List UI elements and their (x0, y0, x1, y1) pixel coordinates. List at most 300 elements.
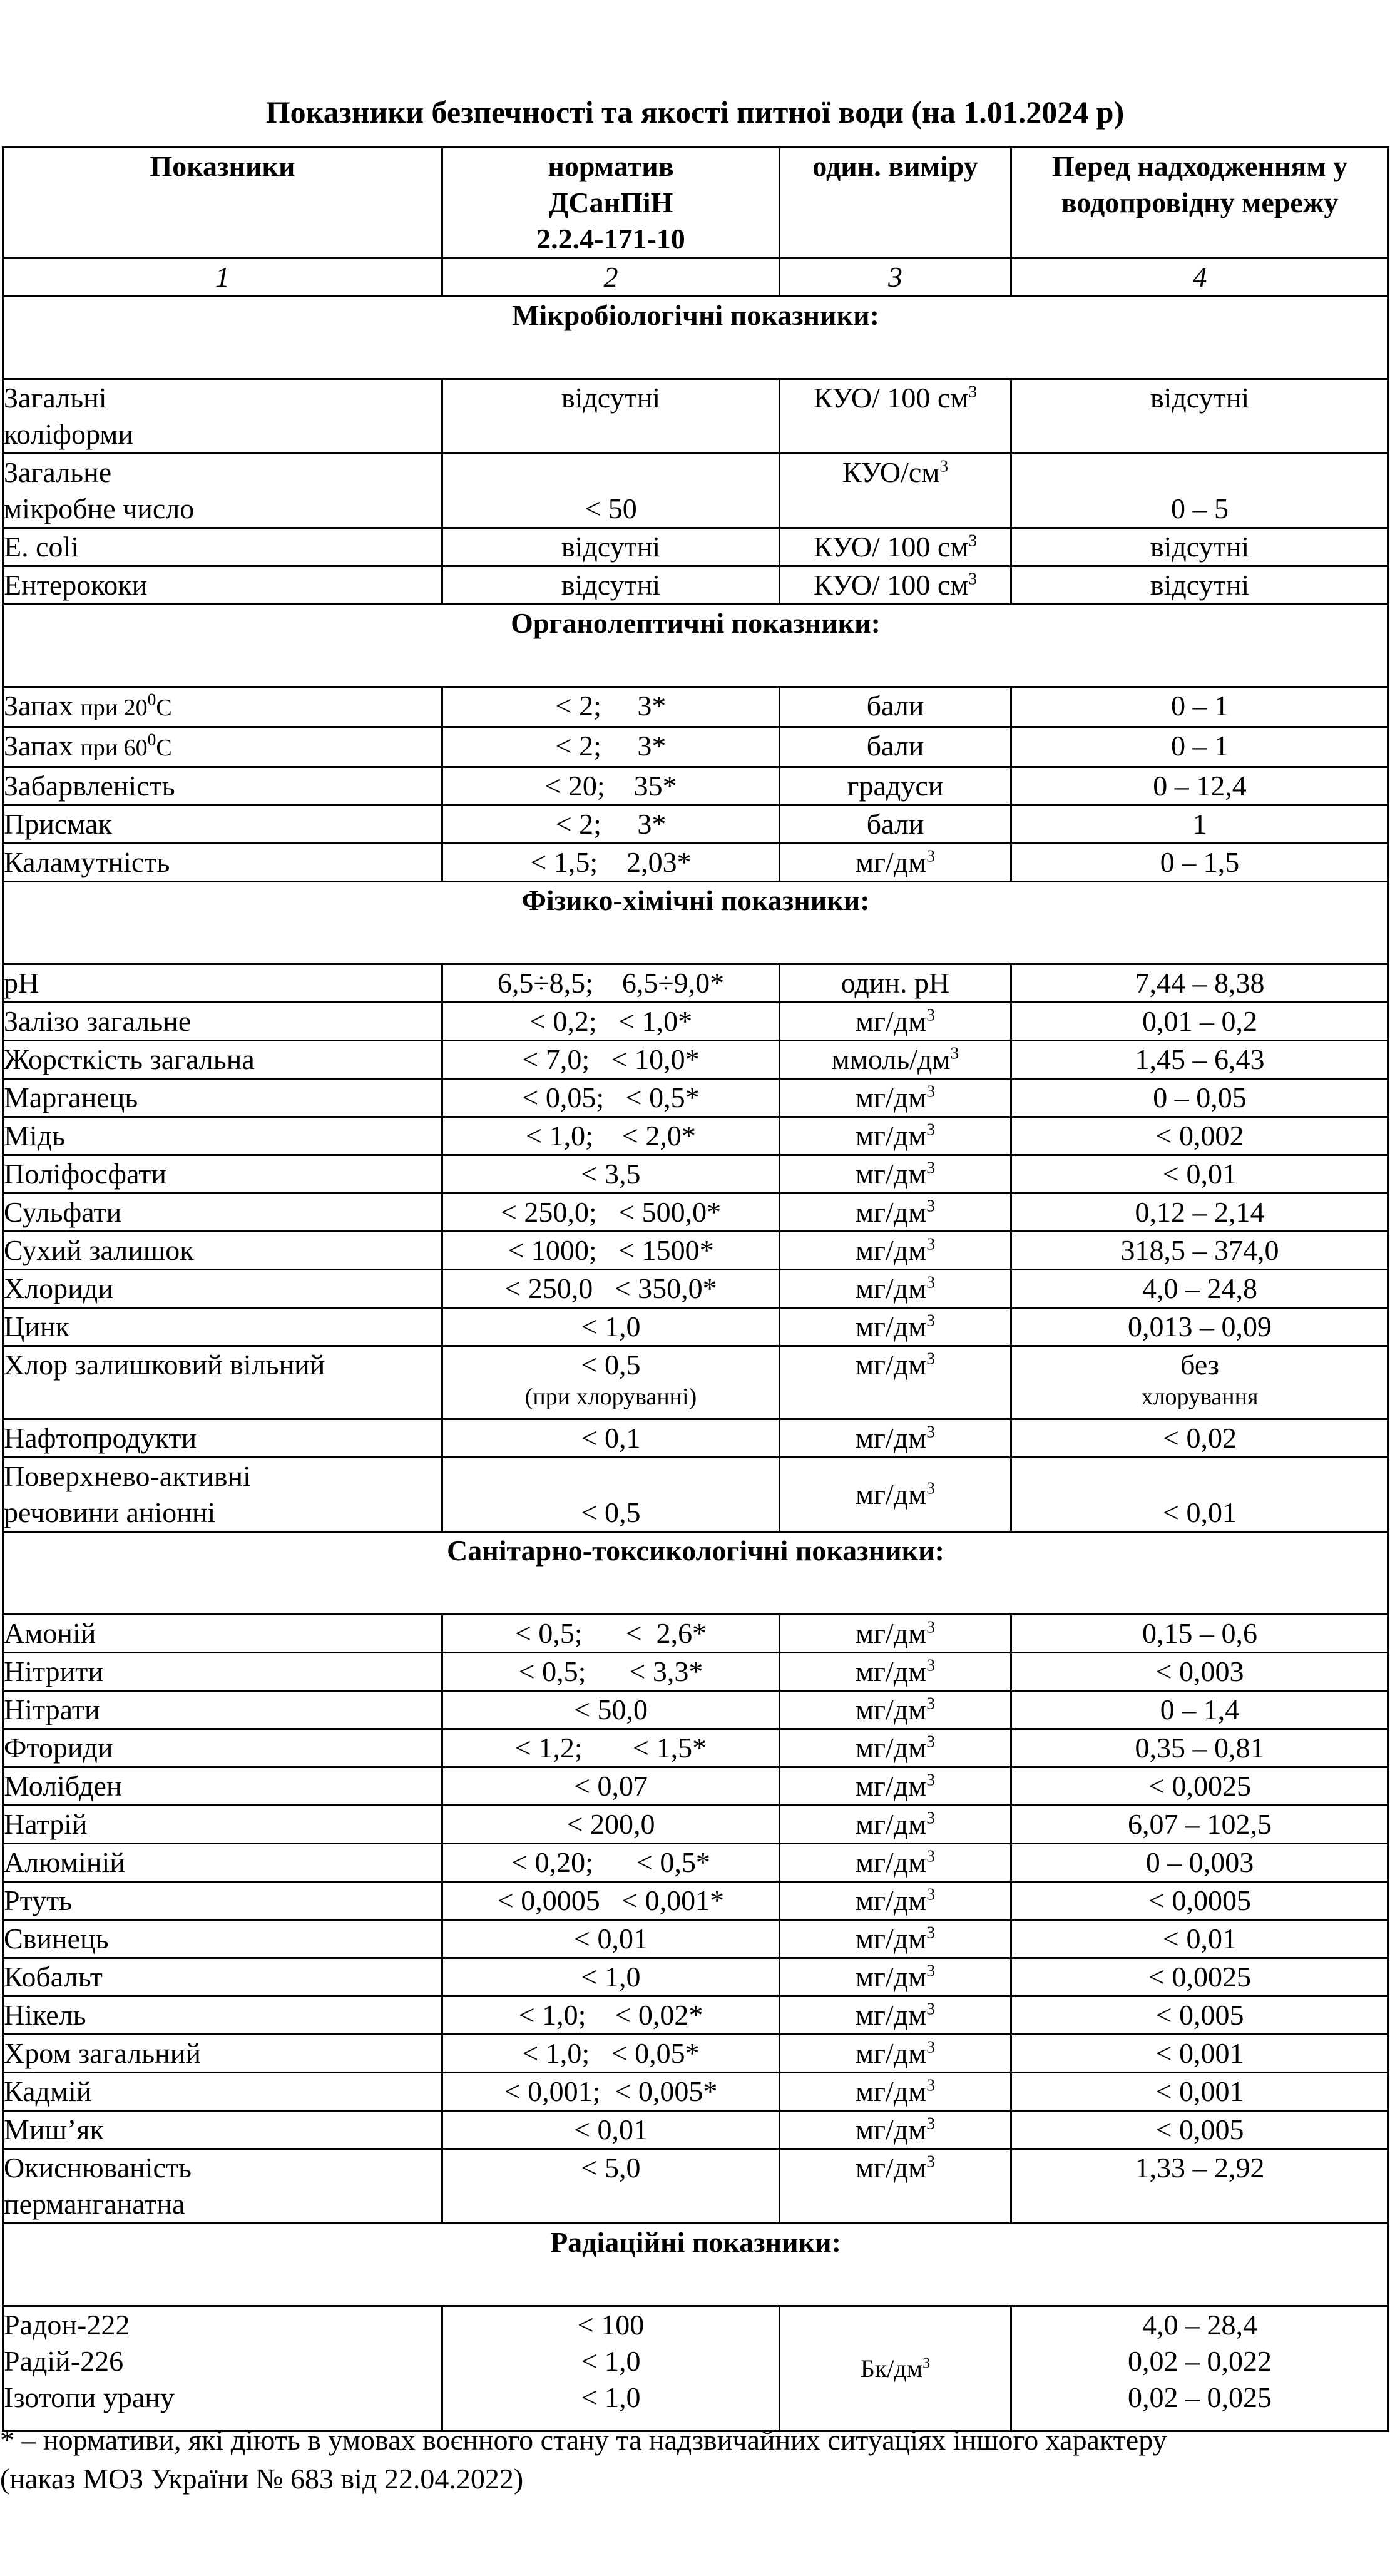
indicator-cell (3, 454, 442, 528)
indicator-cell (3, 844, 442, 882)
page-title: Показники безпечності та якості питної води (на 1.01.2024 р) (265, 95, 1125, 130)
indicator-name: Ентерококи (4, 569, 148, 601)
unit-text: мг/дм (855, 2152, 927, 2184)
column-number: 4 (1011, 258, 1389, 297)
value-cell (1011, 1920, 1389, 1958)
value-cell (1011, 767, 1389, 805)
footnote-line1: * – нормативи, які діють в умовах воєнного стану та надзвичайних ситуаціях іншого характеру (0, 2424, 1167, 2456)
unit-superscript: 3 (926, 1922, 936, 1942)
indicator-name-line2: речовини аніонні (4, 1496, 216, 1528)
norm-cell (442, 1844, 780, 1882)
value-text: 1 (1192, 808, 1207, 840)
table-row (3, 805, 1389, 844)
unit-text: мг/дм (855, 1272, 927, 1304)
indicator-cell (3, 2149, 442, 2224)
unit-cell (780, 1615, 1011, 1653)
table-row (3, 1155, 1389, 1193)
radiation-norm: < 1,0 (581, 2381, 641, 2413)
unit-superscript: 3 (926, 2151, 936, 2171)
unit-text: мг/дм (855, 1617, 927, 1649)
norm-cell (442, 1003, 780, 1041)
value-cell (1011, 727, 1389, 767)
norm-text: < 1,0; < 0,02* (518, 1999, 703, 2031)
value-text: < 0,001 (1155, 2075, 1244, 2107)
unit-superscript: 3 (926, 1310, 936, 1330)
value-text: < 0,0025 (1148, 1770, 1251, 1802)
table-row (3, 844, 1389, 882)
norm-text: < 0,0005 < 0,001* (497, 1884, 725, 1916)
column-number: 1 (3, 258, 442, 297)
indicator-name: Каламутність (4, 846, 170, 878)
norm-cell (442, 1691, 780, 1729)
value-text: < 0,001 (1155, 2037, 1244, 2069)
value-text: відсутні (1150, 531, 1250, 563)
unit-cell (780, 1653, 1011, 1691)
section-row (3, 297, 1389, 379)
table-row (3, 964, 1389, 1003)
norm-cell (442, 528, 780, 566)
norm-cell (442, 1958, 780, 1996)
indicator-qualifier: при 60 (80, 735, 148, 761)
value-text: < 0,01 (1163, 1158, 1237, 1190)
indicator-cell (3, 1155, 442, 1193)
table-row (3, 1041, 1389, 1079)
norm-cell (442, 566, 780, 605)
unit-cell (780, 844, 1011, 882)
section-title: Органолептичні показники: (3, 605, 1389, 687)
indicator-cell (3, 767, 442, 805)
value-cell (1011, 2149, 1389, 2224)
indicator-unit-letter: С (156, 695, 172, 721)
header-norm-line2: ДСанПіН (548, 187, 673, 218)
value-cell (1011, 1767, 1389, 1806)
unit-text: мг/дм (855, 1884, 927, 1916)
indicator-cell (3, 379, 442, 454)
value-cell (1011, 2111, 1389, 2149)
indicator-cell (3, 687, 442, 727)
unit-superscript: 3 (926, 1081, 936, 1101)
unit-text: КУО/ 100 см (813, 382, 969, 414)
norm-text: < 0,5; < 3,3* (518, 1655, 703, 1687)
unit-superscript: 3 (950, 1043, 959, 1063)
indicator-cell (3, 1958, 442, 1996)
indicator-name: Загальне (4, 456, 112, 488)
unit-cell (780, 687, 1011, 727)
unit-text: мг/дм (855, 1961, 927, 1993)
value-text: 0 – 12,4 (1153, 770, 1247, 802)
section-title: Фізико-хімічні показники: (3, 882, 1389, 964)
unit-cell (780, 2306, 1011, 2431)
value-text: < 0,01 (1163, 1923, 1237, 1955)
unit-cell (780, 1041, 1011, 1079)
value-text: 0 – 0,003 (1145, 1846, 1254, 1878)
unit-text: один. pH (841, 967, 950, 999)
radiation-indicator-name: Радій-226 (4, 2345, 124, 2377)
unit-cell (780, 1155, 1011, 1193)
unit-text: мг/дм (855, 1422, 927, 1454)
unit-cell (780, 727, 1011, 767)
unit-text: мг/дм (855, 2075, 927, 2107)
norm-cell (442, 1117, 780, 1155)
degree-superscript: 0 (147, 689, 156, 709)
indicator-name: Окиснюваність (4, 2152, 192, 2184)
column-number: 2 (442, 258, 780, 297)
indicator-name: Ртуть (4, 1884, 73, 1916)
unit-text: мг/дм (855, 2113, 927, 2145)
norm-text-line2: (при хлоруванні) (524, 1384, 697, 1410)
norm-text: < 2; 3* (555, 730, 667, 762)
indicator-name: Алюміній (4, 1846, 125, 1878)
indicator-cell (3, 1308, 442, 1346)
table-row (3, 1346, 1389, 1419)
indicator-name: Кобальт (4, 1961, 103, 1993)
value-text-line2: хлорування (1141, 1384, 1259, 1410)
indicator-name: Жорсткість загальна (4, 1043, 255, 1075)
value-text: 0 – 0,05 (1153, 1081, 1247, 1113)
value-text: 0,013 – 0,09 (1128, 1311, 1272, 1342)
unit-text: мг/дм (855, 1158, 927, 1190)
norm-text: < 250,0 < 350,0* (504, 1272, 717, 1304)
unit-text: КУО/ 100 см (813, 569, 969, 601)
norm-text: відсутні (561, 569, 661, 601)
indicator-name: Хлориди (4, 1272, 113, 1304)
unit-cell (780, 1193, 1011, 1232)
value-cell (1011, 687, 1389, 727)
radiation-value: 0,02 – 0,022 (1128, 2345, 1272, 2377)
unit-text: мг/дм (855, 1923, 927, 1955)
norm-cell (442, 1232, 780, 1270)
unit-cell (780, 379, 1011, 454)
unit-cell (780, 767, 1011, 805)
norm-text: < 1,0; < 2,0* (526, 1120, 696, 1152)
unit-text: КУО/см (842, 456, 940, 488)
value-text: без (1180, 1349, 1219, 1381)
unit-text: бали (866, 730, 924, 762)
unit-cell (780, 1308, 1011, 1346)
indicator-name: Натрій (4, 1808, 88, 1840)
norm-text: < 5,0 (581, 2152, 641, 2184)
unit-superscript: 3 (926, 1421, 936, 1441)
unit-text: мг/дм (855, 1120, 927, 1152)
indicator-name: Фториди (4, 1732, 113, 1764)
indicator-cell (3, 1653, 442, 1691)
norm-cell (442, 844, 780, 882)
indicator-name-line2: коліформи (4, 418, 133, 450)
radiation-norm: < 1,0 (581, 2345, 641, 2377)
value-cell (1011, 1117, 1389, 1155)
norm-cell (442, 1270, 780, 1308)
table-row (3, 1458, 1389, 1532)
unit-cell (780, 2149, 1011, 2224)
indicator-cell (3, 805, 442, 844)
unit-superscript: 3 (926, 1769, 936, 1789)
indicator-name: Забарвленість (4, 770, 175, 802)
table-row (3, 687, 1389, 727)
indicator-cell (3, 2306, 442, 2431)
unit-superscript: 3 (926, 1195, 936, 1215)
indicator-name: Цинк (4, 1311, 69, 1342)
value-text: < 0,005 (1155, 1999, 1244, 2031)
norm-cell (442, 1155, 780, 1193)
value-text: < 0,003 (1155, 1655, 1244, 1687)
table-row (3, 1806, 1389, 1844)
unit-text: мг/дм (855, 1999, 927, 2031)
table-row (3, 1419, 1389, 1458)
table-row (3, 1003, 1389, 1041)
value-cell (1011, 844, 1389, 882)
indicator-unit-letter: С (156, 735, 172, 761)
indicator-cell (3, 1041, 442, 1079)
indicator-cell (3, 1079, 442, 1117)
table-row (3, 454, 1389, 528)
table-row (3, 727, 1389, 767)
value-text: 7,44 – 8,38 (1135, 967, 1265, 999)
indicator-name: Присмак (4, 808, 112, 840)
norm-cell (442, 2073, 780, 2111)
indicator-name: Мідь (4, 1120, 66, 1152)
value-cell (1011, 2073, 1389, 2111)
norm-cell (442, 964, 780, 1003)
value-text: < 0,005 (1155, 2113, 1244, 2145)
unit-cell (780, 1844, 1011, 1882)
norm-text: < 1000; < 1500* (508, 1234, 714, 1266)
value-cell (1011, 1653, 1389, 1691)
norm-cell (442, 2111, 780, 2149)
value-cell (1011, 1419, 1389, 1458)
unit-text: бали (866, 808, 924, 840)
value-cell (1011, 1691, 1389, 1729)
indicator-name: Запах (4, 690, 73, 722)
table-row (3, 1920, 1389, 1958)
value-text: 318,5 – 374,0 (1120, 1234, 1279, 1266)
value-text: 4,0 – 24,8 (1142, 1272, 1257, 1304)
unit-superscript: 3 (926, 1846, 936, 1866)
table-row (3, 1079, 1389, 1117)
table-row-radiation (3, 2306, 1389, 2431)
indicator-cell (3, 566, 442, 605)
value-cell (1011, 1996, 1389, 2035)
column-number-row (3, 258, 1389, 297)
norm-text: < 0,01 (574, 1923, 648, 1955)
unit-cell (780, 1729, 1011, 1767)
unit-cell (780, 1806, 1011, 1844)
radiation-norm: < 100 (577, 2309, 645, 2341)
table-row (3, 1308, 1389, 1346)
indicator-cell (3, 1458, 442, 1532)
header-norm (442, 148, 780, 258)
indicator-cell (3, 2073, 442, 2111)
value-text: 0 – 1,5 (1160, 846, 1240, 878)
unit-text: мг/дм (855, 846, 927, 878)
norm-cell (442, 454, 780, 528)
unit-text: Бк/дм (860, 2354, 923, 2383)
unit-cell (780, 1003, 1011, 1041)
indicator-name: Миш’як (4, 2113, 104, 2145)
unit-cell (780, 805, 1011, 844)
value-cell (1011, 2306, 1389, 2431)
unit-superscript: 3 (926, 1693, 936, 1713)
section-row (3, 2224, 1389, 2306)
unit-superscript: 3 (926, 1478, 936, 1498)
indicator-cell (3, 1003, 442, 1041)
value-cell (1011, 1155, 1389, 1193)
norm-cell (442, 1419, 780, 1458)
value-cell (1011, 1346, 1389, 1419)
unit-text: мг/дм (855, 1732, 927, 1764)
norm-cell (442, 1308, 780, 1346)
unit-cell (780, 964, 1011, 1003)
table-row (3, 379, 1389, 454)
norm-text: < 50,0 (574, 1694, 648, 1725)
table-row (3, 1767, 1389, 1806)
indicator-cell (3, 1117, 442, 1155)
indicator-name-line2: перманганатна (4, 2188, 185, 2220)
section-title: Санітарно-токсикологічні показники: (3, 1532, 1389, 1615)
unit-superscript: 3 (926, 1998, 936, 2018)
unit-superscript: 3 (926, 1731, 936, 1751)
indicator-cell (3, 1270, 442, 1308)
norm-cell (442, 1767, 780, 1806)
unit-text: мг/дм (855, 1808, 927, 1840)
value-cell (1011, 379, 1389, 454)
unit-superscript: 3 (926, 1004, 936, 1025)
footnote (0, 2421, 1390, 2498)
unit-superscript: 3 (926, 2037, 936, 2057)
value-cell (1011, 1615, 1389, 1653)
unit-superscript: 3 (968, 530, 978, 550)
value-cell (1011, 528, 1389, 566)
indicator-name: Марганець (4, 1081, 138, 1113)
value-text: 0,15 – 0,6 (1142, 1617, 1257, 1649)
indicator-name: Хром загальний (4, 2037, 202, 2069)
table-row (3, 2149, 1389, 2224)
indicator-name: Нітрити (4, 1655, 104, 1687)
unit-superscript: 3 (939, 456, 949, 476)
section-row (3, 1532, 1389, 1615)
indicator-name: Амоній (4, 1617, 96, 1649)
norm-cell (442, 687, 780, 727)
norm-text: < 0,5; < 2,6* (514, 1617, 707, 1649)
value-text: < 0,002 (1155, 1120, 1244, 1152)
norm-cell (442, 1653, 780, 1691)
value-text: 0 – 5 (1171, 493, 1229, 524)
value-text: 6,07 – 102,5 (1128, 1808, 1272, 1840)
radiation-value: 4,0 – 28,4 (1142, 2309, 1257, 2341)
norm-cell (442, 1615, 780, 1653)
unit-text: мг/дм (855, 1694, 927, 1725)
unit-text: мг/дм (855, 2037, 927, 2069)
indicator-cell (3, 1419, 442, 1458)
norm-text: < 50 (585, 493, 637, 524)
norm-cell (442, 1346, 780, 1419)
value-cell (1011, 566, 1389, 605)
norm-text: < 1,2; < 1,5* (514, 1732, 707, 1764)
unit-text: мг/дм (855, 1478, 927, 1510)
unit-cell (780, 566, 1011, 605)
header-unit: один. виміру (780, 148, 1011, 258)
norm-cell (442, 1729, 780, 1767)
indicator-cell (3, 1767, 442, 1806)
table-row (3, 767, 1389, 805)
unit-text: мг/дм (855, 1655, 927, 1687)
indicator-name: Поверхнево-активні (4, 1460, 251, 1492)
table-row (3, 1996, 1389, 2035)
norm-text: < 1,0 (581, 1961, 641, 1993)
unit-superscript: 3 (926, 1655, 936, 1675)
unit-superscript: 3 (926, 1617, 936, 1637)
indicator-cell (3, 1615, 442, 1653)
unit-cell (780, 2035, 1011, 2073)
unit-superscript: 3 (926, 2075, 936, 2095)
norm-cell (442, 727, 780, 767)
radiation-value: 0,02 – 0,025 (1128, 2381, 1272, 2413)
unit-text: мг/дм (855, 1846, 927, 1878)
value-cell (1011, 1458, 1389, 1532)
indicator-cell (3, 1691, 442, 1729)
column-number: 3 (780, 258, 1011, 297)
unit-superscript: 3 (926, 846, 936, 866)
value-cell (1011, 454, 1389, 528)
indicator-cell (3, 1193, 442, 1232)
value-text: < 0,01 (1163, 1496, 1237, 1528)
norm-text: < 1,0 (581, 1311, 641, 1342)
value-cell (1011, 1308, 1389, 1346)
indicator-cell (3, 1729, 442, 1767)
norm-text: < 0,05; < 0,5* (522, 1081, 700, 1113)
unit-cell (780, 1920, 1011, 1958)
unit-superscript: 3 (968, 568, 978, 588)
indicator-qualifier: при 20 (80, 695, 148, 721)
unit-superscript: 3 (926, 1272, 936, 1292)
norm-cell (442, 1041, 780, 1079)
norm-cell (442, 1079, 780, 1117)
unit-cell (780, 1117, 1011, 1155)
indicator-cell (3, 1346, 442, 1419)
header-before-line2: водопровідну мережу (1061, 187, 1339, 218)
unit-cell (780, 1079, 1011, 1117)
value-cell (1011, 1806, 1389, 1844)
table-row (3, 2035, 1389, 2073)
value-text: < 0,0025 (1148, 1961, 1251, 1993)
table-row (3, 1882, 1389, 1920)
norm-text: < 2; 3* (555, 808, 667, 840)
table-header-row (3, 148, 1389, 258)
value-text: 0,12 – 2,14 (1135, 1196, 1265, 1228)
value-text: 0 – 1 (1171, 730, 1229, 762)
radiation-indicator-name: Ізотопи урану (4, 2381, 175, 2413)
header-norm-line3: 2.2.4-171-10 (536, 223, 685, 255)
value-cell (1011, 1041, 1389, 1079)
indicator-name: E. coli (4, 531, 79, 563)
unit-cell (780, 1958, 1011, 1996)
norm-text: < 2; 3* (555, 690, 667, 722)
indicator-cell (3, 1232, 442, 1270)
norm-text: відсутні (561, 531, 661, 563)
indicator-name: Кадмій (4, 2075, 92, 2107)
value-text: 0 – 1,4 (1160, 1694, 1240, 1725)
indicator-name: Нітрати (4, 1694, 100, 1725)
indicator-name: Нафтопродукти (4, 1422, 197, 1454)
header-before-network (1011, 148, 1389, 258)
unit-cell (780, 1270, 1011, 1308)
unit-cell (780, 528, 1011, 566)
unit-text: мг/дм (855, 1770, 927, 1802)
norm-text: < 200,0 (566, 1808, 655, 1840)
norm-text: < 7,0; < 10,0* (522, 1043, 700, 1075)
value-text: 1,45 – 6,43 (1135, 1043, 1265, 1075)
table-row (3, 1232, 1389, 1270)
unit-cell (780, 2111, 1011, 2149)
